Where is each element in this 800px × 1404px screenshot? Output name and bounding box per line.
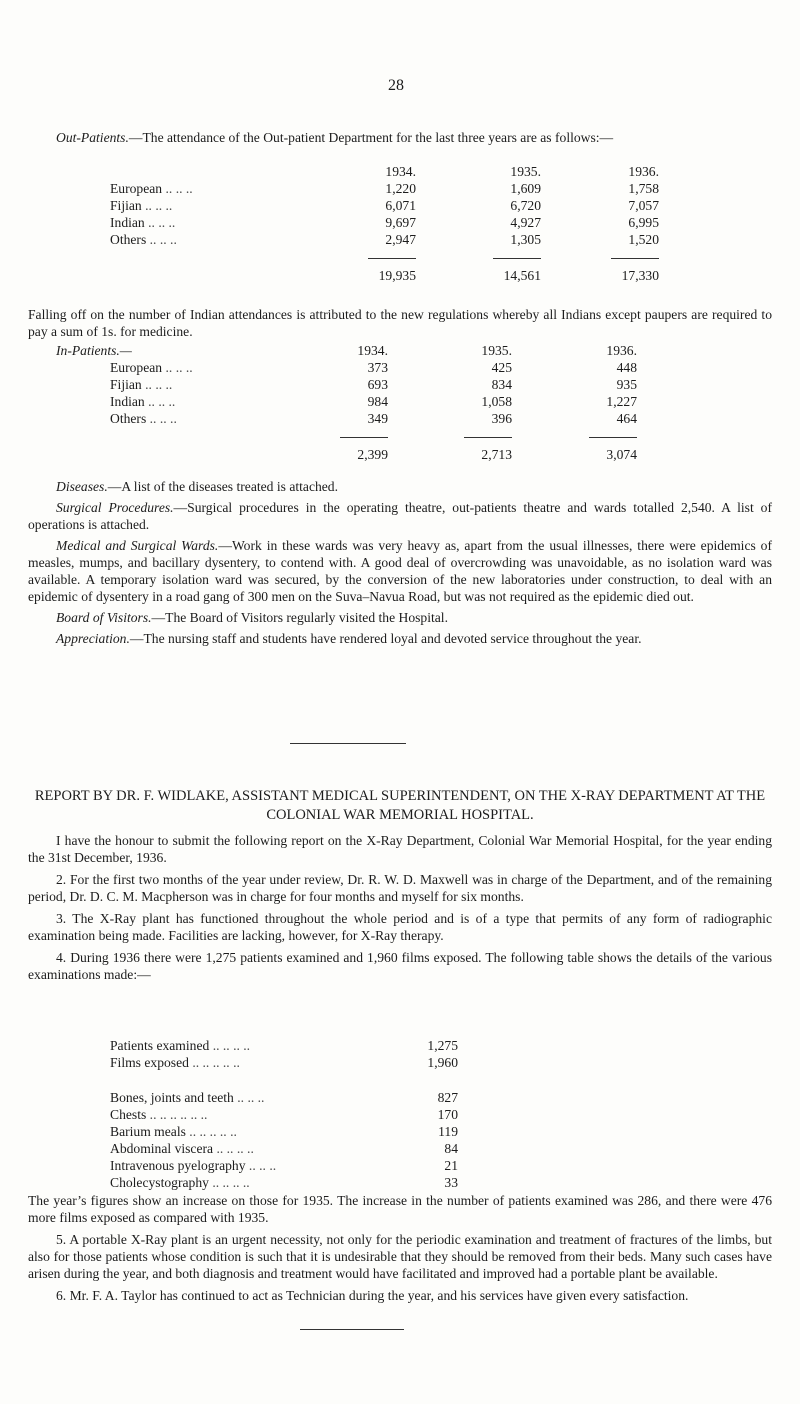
table-row: Patients examined .. .. .. .. 1,275 xyxy=(110,1038,458,1053)
report-paragraph: 6. Mr. F. A. Taylor has continued to act as Technician during the year, and his services have given every satisfaction. xyxy=(56,1288,689,1303)
table-row: Abdominal viscera .. .. .. .. 84 xyxy=(110,1141,458,1156)
row-label: Abdominal viscera xyxy=(110,1141,214,1156)
total-rule xyxy=(589,437,637,438)
total-rule-row xyxy=(56,427,637,446)
report-paragraph: I have the honour to submit the following report on the X-Ray Department, Colonial War Memorial Hospital, for the year ending the 31st December, 1936. xyxy=(28,833,772,865)
table-row xyxy=(110,163,659,180)
table-row: Fijian .. .. .. 693 834 935 xyxy=(110,377,637,392)
closing-divider xyxy=(300,1329,404,1330)
total-rule xyxy=(368,258,416,259)
appreciation-paragraph: Appreciation.—The nursing staff and students have rendered loyal and devoted service throughout the year. xyxy=(56,631,642,646)
outpatients-intro-text: —The attendance of the Out-patient Department for the last three years are as follows:— xyxy=(128,130,614,145)
outpatients-heading: Out-Patients. xyxy=(56,130,129,145)
patients-films-table xyxy=(110,1037,458,1071)
report-paragraph: 5. A portable X-Ray plant is an urgent necessity, not only for the periodic examination and treatment of fractures of the limbs, but also for those patients whose condition is such that it is undesirable that they should be removed from their beds. Many such cases have arisen during the year, and both diagnosis and treatment would have facilitated and improved had a portable plant be available. xyxy=(28,1232,772,1281)
column-header: 1934. xyxy=(385,164,416,179)
table-row: Others .. .. .. 349 396 464 xyxy=(110,411,637,426)
table-row: Intravenous pyelography .. .. .. 21 xyxy=(110,1158,458,1173)
row-label: Barium meals xyxy=(110,1124,186,1139)
column-header: 1934. xyxy=(357,343,388,358)
row-label: Indian xyxy=(110,215,145,230)
row-label: Chests xyxy=(110,1107,147,1122)
report-closing-paragraphs xyxy=(28,1192,772,1304)
outpatients-table xyxy=(110,163,659,284)
inpatients-table xyxy=(56,342,637,463)
table-row: Barium meals .. .. .. .. .. 119 xyxy=(110,1124,458,1139)
table-row: Bones, joints and teeth .. .. .. 827 xyxy=(110,1090,458,1105)
section-divider xyxy=(290,743,406,744)
hospital-paragraphs xyxy=(28,478,772,647)
table-row: Others .. .. .. 2,947 1,305 1,520 xyxy=(110,232,659,247)
report-paragraph: 3. The X-Ray plant has functioned throughout the whole period and is of a type that permits of any form of radiographic examination being made. Facilities are lacking, however, for X-Ray therapy. xyxy=(28,911,772,943)
report-paragraph: The year’s figures show an increase on those for 1935. The increase in the number of patients examined was 286, and there were 476 more films exposed as compared with 1935. xyxy=(28,1193,772,1225)
report-paragraphs xyxy=(28,832,772,983)
row-label: Fijian xyxy=(110,377,142,392)
row-label: Patients examined xyxy=(110,1038,210,1053)
table-row: European .. .. .. 1,220 1,609 1,758 xyxy=(110,181,659,196)
report-heading: REPORT BY DR. F. WIDLAKE, ASSISTANT MEDICAL SUPERINTENDENT, ON THE X-RAY DEPARTMENT AT THE COLONIAL WAR MEMORIAL HOSPITAL. xyxy=(34,788,766,823)
column-header: 1935. xyxy=(510,164,541,179)
total-rule xyxy=(340,437,388,438)
total-rule xyxy=(611,258,659,259)
report-paragraph: 2. For the first two months of the year under review, Dr. R. W. D. Maxwell was in charge of the Department, and of the remaining period, Dr. D. C. M. Macpherson was in charge for four months and myself for six months. xyxy=(28,872,772,904)
row-label: Others xyxy=(110,411,147,426)
row-label: Films exposed xyxy=(110,1055,189,1070)
row-label: Indian xyxy=(110,394,145,409)
report-paragraph: 4. During 1936 there were 1,275 patients examined and 1,960 films exposed. The following table shows the details of the various examinations made:— xyxy=(28,950,772,982)
outpatients-note: Falling off on the number of Indian attendances is attributed to the new regulations whereby all Indians except paupers are required to pay a sum of 1s. for medicine. xyxy=(28,307,772,339)
total-rule xyxy=(464,437,512,438)
diseases-paragraph: Diseases.—A list of the diseases treated is attached. xyxy=(56,479,339,494)
table-row: Films exposed .. .. .. .. .. 1,960 xyxy=(110,1055,458,1070)
table-row: Chests .. .. .. .. .. .. 170 xyxy=(110,1107,458,1122)
total-rule xyxy=(493,258,541,259)
table-row-total: 19,935 14,561 17,330 xyxy=(378,268,659,283)
page-number: 28 xyxy=(388,77,404,94)
column-header: 1935. xyxy=(481,343,512,358)
examinations-table xyxy=(110,1089,458,1191)
row-label: Others xyxy=(110,232,147,247)
row-label: Bones, joints and teeth xyxy=(110,1090,234,1105)
table-row: Fijian .. .. .. 6,071 6,720 7,057 xyxy=(110,198,659,213)
surgical-procedures-paragraph: Surgical Procedures.—Surgical procedures in the operating theatre, out-patients theatre and wards totalled 2,540. A list of operations is attached. xyxy=(28,500,772,532)
table-row: Cholecystography .. .. .. .. 33 xyxy=(110,1175,458,1190)
table-row xyxy=(56,342,637,359)
outpatients-intro xyxy=(28,129,772,146)
row-label: European xyxy=(110,181,163,196)
column-header: 1936. xyxy=(606,343,637,358)
row-label: Intravenous pyelography xyxy=(110,1158,246,1173)
table-row-total: 2,399 2,713 3,074 xyxy=(357,447,637,462)
table-row: Indian .. .. .. 9,697 4,927 6,995 xyxy=(110,215,659,230)
table-row: European .. .. .. 373 425 448 xyxy=(110,360,637,375)
column-header: 1936. xyxy=(628,164,659,179)
inpatients-heading: In-Patients.— xyxy=(56,343,132,358)
board-of-visitors-paragraph: Board of Visitors.—The Board of Visitors regularly visited the Hospital. xyxy=(56,610,448,625)
row-label: Cholecystography xyxy=(110,1175,209,1190)
row-label: European xyxy=(110,360,163,375)
row-label: Fijian xyxy=(110,198,142,213)
total-rule-row xyxy=(110,248,659,267)
wards-paragraph: Medical and Surgical Wards.—Work in these wards was very heavy as, apart from the usual illnesses, there were epidemics of measles, mumps, and bacillary dysentery, to contend with. A good deal of overcrowding was unavoidable, as no isolation ward was available. A temporary isolation ward was secured, by the conversion of the new laboratories under construction, to deal with an epidemic of dysentery in a road gang of 300 men on the Suva–Navua Road, but was not required as the epidemic died out. xyxy=(28,538,773,604)
table-row: Indian .. .. .. 984 1,058 1,227 xyxy=(110,394,637,409)
